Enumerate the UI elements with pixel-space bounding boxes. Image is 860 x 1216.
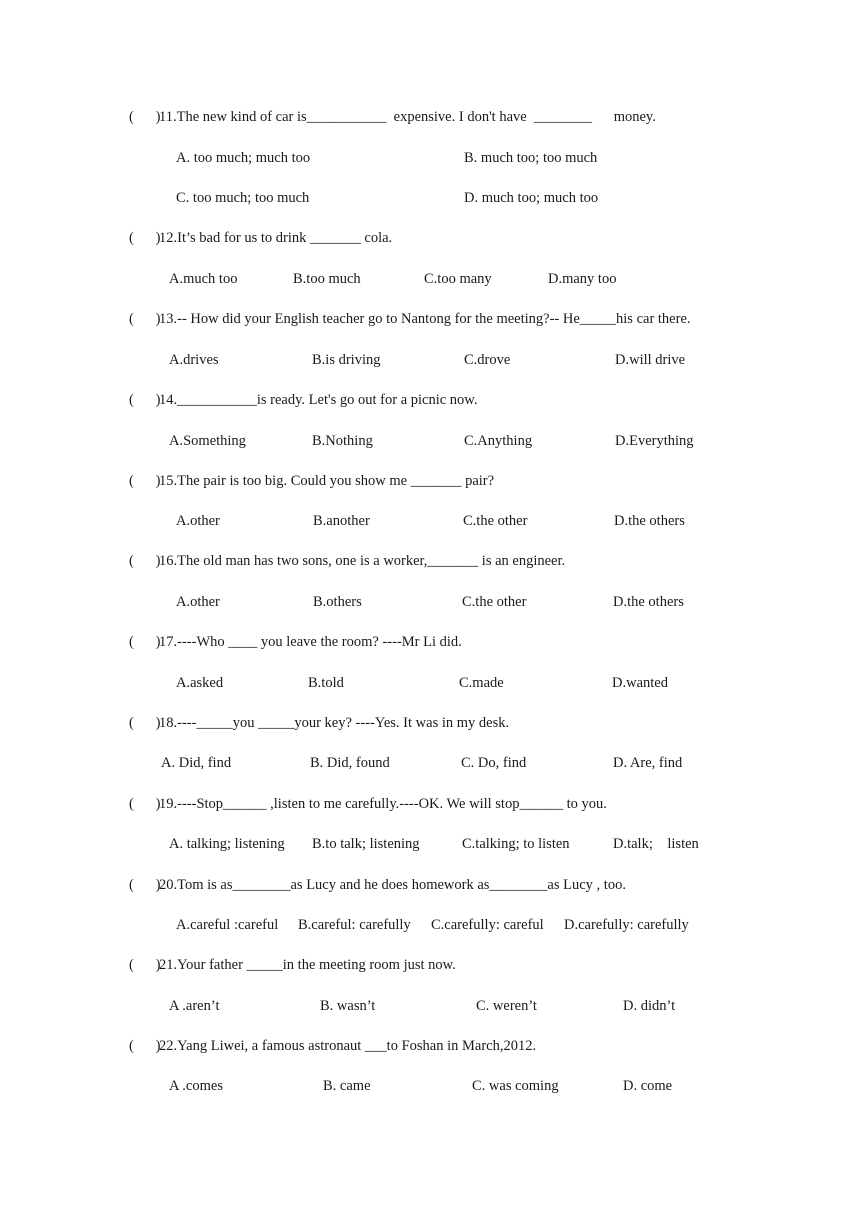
- option-a: A.asked: [176, 675, 224, 691]
- option-b: B.to talk; listening: [312, 836, 420, 852]
- question-21: [129, 957, 456, 974]
- answer-paren: ( ): [129, 877, 161, 893]
- option-b: B.is driving: [312, 352, 381, 368]
- option-d: D.the others: [613, 594, 684, 610]
- option-d: D. come: [623, 1078, 673, 1094]
- option-c: C. was coming: [472, 1078, 559, 1094]
- answer-paren: ( ): [129, 796, 161, 812]
- option-c: C.the other: [463, 513, 528, 529]
- option-a: A .comes: [169, 1078, 223, 1094]
- question-text: 12.It’s bad for us to drink _______ cola.: [159, 230, 393, 246]
- answer-paren: ( ): [129, 553, 161, 569]
- answer-paren: ( ): [129, 311, 161, 327]
- question-11: [129, 109, 656, 126]
- option-a: A.careful :careful: [176, 917, 279, 933]
- option-c: C. Do, find: [461, 755, 527, 771]
- question-text: 14.___________is ready. Let's go out for a picnic now.: [159, 392, 478, 408]
- answer-paren: ( ): [129, 109, 161, 125]
- question-19: [129, 796, 607, 813]
- option-a: A. talking; listening: [169, 836, 285, 852]
- option-d: D.will drive: [615, 352, 686, 368]
- answer-paren: ( ): [129, 957, 161, 973]
- option-d: D.the others: [614, 513, 685, 529]
- answer-paren: ( ): [129, 230, 161, 246]
- option-b: B.another: [313, 513, 370, 529]
- option-d: D. Are, find: [613, 755, 683, 771]
- option-a: A.other: [176, 513, 220, 529]
- question-text: 21.Your father _____in the meeting room just now.: [159, 957, 456, 973]
- option-d: D.Everything: [615, 433, 694, 449]
- answer-paren: ( ): [129, 634, 161, 650]
- option-a: A.drives: [169, 352, 219, 368]
- option-d: D.wanted: [612, 675, 668, 691]
- question-text: 13.-- How did your English teacher go to Nantong for the meeting?-- He_____his car there.: [159, 311, 691, 327]
- question-13: [129, 311, 691, 328]
- option-b: B. much too; too much: [464, 150, 598, 166]
- option-a: A.other: [176, 594, 220, 610]
- option-c: C.made: [459, 675, 504, 691]
- option-d: D. didn’t: [623, 998, 676, 1014]
- question-20: [129, 877, 626, 894]
- option-a: A. Did, find: [161, 755, 232, 771]
- option-c: C.talking; to listen: [462, 836, 570, 852]
- question-14: [129, 392, 477, 409]
- question-text: 16.The old man has two sons, one is a worker,_______ is an engineer.: [159, 553, 566, 569]
- option-b: B.too much: [293, 271, 361, 287]
- option-c: C. weren’t: [476, 998, 537, 1014]
- question-text: 15.The pair is too big. Could you show me _______ pair?: [159, 473, 495, 489]
- option-b: B. came: [323, 1078, 371, 1094]
- option-b: B. Did, found: [310, 755, 390, 771]
- answer-paren: ( ): [129, 473, 161, 489]
- question-text: 20.Tom is as________as Lucy and he does homework as________as Lucy , too.: [159, 877, 626, 893]
- option-c: C.too many: [424, 271, 492, 287]
- option-b: B.others: [313, 594, 362, 610]
- question-text: 22.Yang Liwei, a famous astronaut ___to Foshan in March,2012.: [159, 1038, 537, 1054]
- option-d: D. much too; much too: [464, 190, 599, 206]
- option-a: A. too much; much too: [176, 150, 311, 166]
- answer-paren: ( ): [129, 1038, 161, 1054]
- option-a: A .aren’t: [169, 998, 220, 1014]
- option-c: C. too much; too much: [176, 190, 310, 206]
- question-text: 18.----_____you _____your key? ----Yes. It was in my desk.: [159, 715, 510, 731]
- option-d: D.carefully: carefully: [564, 917, 689, 933]
- question-text: 19.----Stop______ ,listen to me carefully.----OK. We will stop______ to you.: [159, 796, 607, 812]
- option-b: B. wasn’t: [320, 998, 376, 1014]
- option-c: C.the other: [462, 594, 527, 610]
- option-b: B.Nothing: [312, 433, 373, 449]
- question-text: 17.----Who ____ you leave the room? ----Mr Li did.: [159, 634, 462, 650]
- question-18: [129, 715, 509, 732]
- option-b: B.told: [308, 675, 344, 691]
- question-text: 11.The new kind of car is___________ expensive. I don't have ________ money.: [159, 109, 656, 125]
- option-c: C.Anything: [464, 433, 533, 449]
- option-b: B.careful: carefully: [298, 917, 411, 933]
- question-15: [129, 473, 494, 490]
- option-a: A.much too: [169, 271, 238, 287]
- answer-paren: ( ): [129, 392, 161, 408]
- option-c: C.carefully: careful: [431, 917, 544, 933]
- option-d: D.talk; listen: [613, 836, 699, 852]
- option-d: D.many too: [548, 271, 617, 287]
- answer-paren: ( ): [129, 715, 161, 731]
- question-17: [129, 634, 462, 651]
- option-c: C.drove: [464, 352, 511, 368]
- question-16: [129, 553, 565, 570]
- option-a: A.Something: [169, 433, 246, 449]
- question-12: [129, 230, 392, 247]
- question-22: [129, 1038, 536, 1055]
